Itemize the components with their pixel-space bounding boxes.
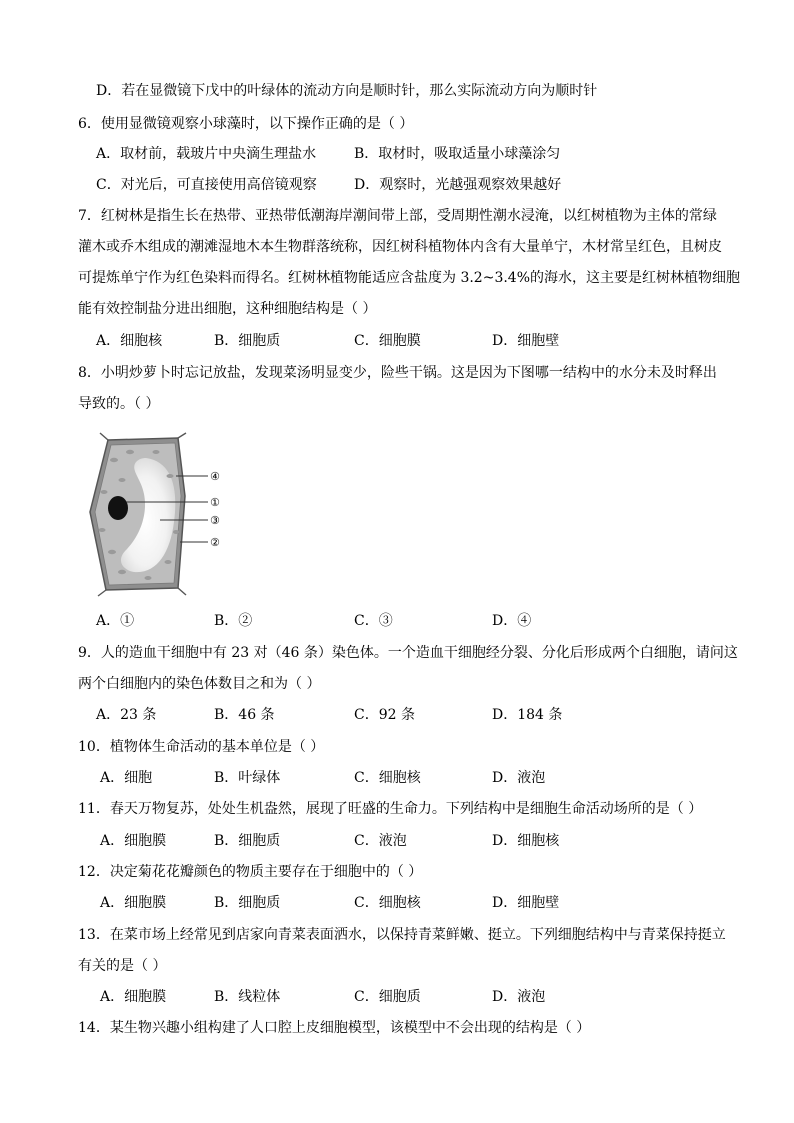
q5-option-d: D．若在显微镜下戊中的叶绿体的流动方向是顺时针，那么实际流动方向为顺时针 [96, 83, 598, 99]
q7-option-a: A．细胞核 [96, 333, 163, 349]
q12-option-a: A．细胞膜 [100, 895, 167, 911]
q6-option-c: C．对光后，可直接使用高倍镜观察 [96, 177, 317, 193]
q10-option-b: B．叶绿体 [214, 770, 281, 786]
q10-option-c: C．细胞核 [354, 770, 421, 786]
q9-line-1: 9．人的造血干细胞中有 23 对（46 条）染色体。一个造血干细胞经分裂、分化后形成两个白细胞，请问这 [78, 645, 738, 661]
q10-stem: 10．植物体生命活动的基本单位是（ ） [78, 739, 325, 755]
q9-option-c: C．92 条 [354, 707, 415, 723]
q9-option-a: A．23 条 [96, 707, 157, 723]
label-4: ④ [210, 470, 220, 483]
q13-line-1: 13．在菜市场上经常见到店家向青菜表面洒水，以保持青菜鲜嫩、挺立。下列细胞结构中与青菜保持挺立 [78, 927, 726, 943]
q7-option-b: B．细胞质 [214, 333, 281, 349]
q12-option-c: C．细胞核 [354, 895, 421, 911]
q12-stem: 12．决定菊花花瓣颜色的物质主要存在于细胞中的（ ） [78, 864, 423, 880]
plant-cell-diagram [86, 432, 256, 597]
q10-option-a: A．细胞 [100, 770, 153, 786]
q6-option-d: D．观察时，光越强观察效果越好 [354, 177, 562, 193]
q8-line-1: 8．小明炒萝卜时忘记放盐，发现菜汤明显变少，险些干锅。这是因为下图哪一结构中的水分未及时释出 [78, 365, 717, 381]
q7-line-3: 可提炼单宁作为红色染料而得名。红树林植物能适应含盐度为 3.2~3.4%的海水，这主要是红树林植物细胞 [78, 270, 741, 286]
q11-option-a: A．细胞膜 [100, 833, 167, 849]
q14-stem: 14．某生物兴趣小组构建了人口腔上皮细胞模型，该模型中不会出现的结构是（ ） [78, 1020, 591, 1036]
label-2: ② [210, 536, 220, 549]
q12-option-d: D．细胞壁 [492, 895, 560, 911]
q8-option-b: B．② [214, 613, 253, 629]
label-1: ① [210, 496, 220, 509]
q11-option-d: D．细胞核 [492, 833, 560, 849]
q10-option-d: D．液泡 [492, 770, 546, 786]
q8-line-2: 导致的。（ ） [78, 396, 160, 412]
q6-stem: 6．使用显微镜观察小球藻时，以下操作正确的是（ ） [78, 116, 414, 132]
q11-option-b: B．细胞质 [214, 833, 281, 849]
q9-option-d: D．184 条 [492, 707, 563, 723]
nucleus [108, 496, 128, 520]
q8-option-c: C．③ [354, 613, 393, 629]
q7-option-d: D．细胞壁 [492, 333, 560, 349]
q6-option-b: B．取材时，吸取适量小球藻涂匀 [354, 146, 561, 162]
q13-option-a: A．细胞膜 [100, 989, 167, 1005]
q11-option-c: C．液泡 [354, 833, 407, 849]
q7-option-c: C．细胞膜 [354, 333, 421, 349]
q6-option-a: A．取材前，载玻片中央滴生理盐水 [96, 146, 317, 162]
q9-line-2: 两个白细胞内的染色体数目之和为（ ） [78, 676, 321, 692]
q12-option-b: B．细胞质 [214, 895, 281, 911]
q9-option-b: B．46 条 [214, 707, 275, 723]
q7-line-4: 能有效控制盐分进出细胞，这种细胞结构是（ ） [78, 301, 377, 317]
label-3: ③ [210, 514, 220, 527]
q8-option-a: A．① [96, 613, 135, 629]
q11-stem: 11．春天万物复苏，处处生机盎然，展现了旺盛的生命力。下列结构中是细胞生命活动场所的是（ ） [78, 801, 703, 817]
q8-option-d: D．④ [492, 613, 532, 629]
q13-line-2: 有关的是（ ） [78, 958, 167, 974]
q7-line-2: 灌木或乔木组成的潮滩湿地木本生物群落统称，因红树科植物体内含有大量单宁，木材常呈红色，且树皮 [78, 239, 722, 255]
q13-option-b: B．线粒体 [214, 989, 281, 1005]
q7-line-1: 7．红树林是指生长在热带、亚热带低潮海岸潮间带上部，受周期性潮水浸淹，以红树植物为主体的常绿 [78, 208, 717, 224]
q13-option-d: D．液泡 [492, 989, 546, 1005]
q13-option-c: C．细胞质 [354, 989, 421, 1005]
